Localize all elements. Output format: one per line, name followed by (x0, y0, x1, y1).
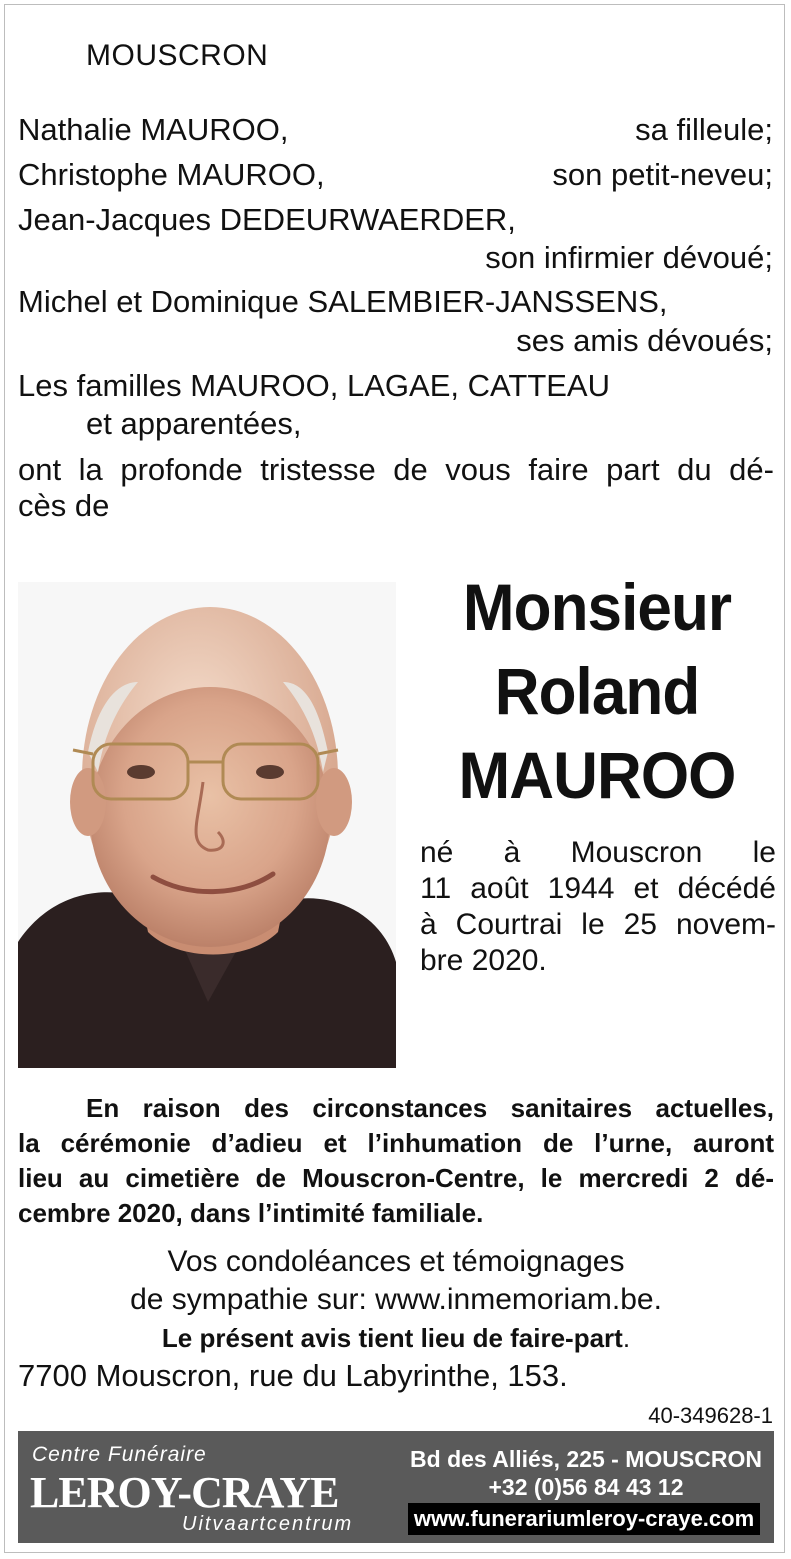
notice-line: la cérémonie d’adieu et l’inhumation de l’urne, auront (18, 1128, 774, 1158)
bio-line: à Courtrai le 25 novem- (420, 908, 776, 941)
deceased-title: Monsieur (462, 570, 732, 644)
funeral-home-website[interactable]: www.funerariumleroy-craye.com (408, 1503, 760, 1535)
families-line: Les familles MAUROO, LAGAE, CATTEAU (18, 368, 610, 403)
mourner-relation: sa filleule; (635, 112, 773, 147)
mourner-name: Jean-Jacques DEDEURWAERDER, (18, 202, 516, 237)
mourner-name: Nathalie MAUROO, (18, 112, 289, 147)
condolences-line: de sympathie sur: www.inmemoriam.be. (130, 1283, 662, 1316)
mourner-relation: ses amis dévoués; (516, 323, 773, 358)
deceased-first-name: Roland (494, 654, 700, 728)
header-town: MOUSCRON (86, 39, 269, 72)
mourner-name: Michel et Dominique SALEMBIER-JANSSENS, (18, 284, 668, 319)
funeral-home-contact (408, 1445, 764, 1501)
ceremony-notice (18, 1091, 774, 1231)
funeral-home-banner (18, 1431, 774, 1543)
bio-line: bre 2020. (420, 944, 547, 977)
notice-line: cembre 2020, dans l’intimité familiale. (18, 1198, 484, 1228)
funeral-home-brand: LEROY-CRAYE (30, 1468, 339, 1517)
funeral-home-tagline: Centre Funéraire (32, 1443, 207, 1466)
faire-part-text: Le présent avis tient lieu de faire-part (161, 1323, 623, 1353)
announcement-line: ont la profonde tristesse de vous faire part du dé- (18, 452, 774, 487)
home-address: 7700 Mouscron, rue du Labyrinthe, 153. (18, 1358, 568, 1393)
mourner-relation: son infirmier dévoué; (485, 240, 773, 275)
deceased-last-name: MAUROO (458, 738, 736, 812)
condolences-line (18, 1320, 774, 1356)
funeral-home-address: Bd des Alliés, 225 - MOUSCRON (410, 1446, 762, 1472)
families-line: et apparentées, (86, 406, 302, 441)
deceased-bio (420, 835, 776, 979)
funeral-home-phone: +32 (0)56 84 43 12 (488, 1474, 684, 1500)
reference-number: 40-349628-1 (648, 1403, 773, 1428)
mourner-name: Christophe MAUROO, (18, 157, 325, 192)
bio-line: 11 août 1944 et décédé (420, 872, 776, 905)
notice-line: En raison des circonstances sanitaires actuelles, (86, 1093, 774, 1123)
condolences-line: Vos condoléances et témoignages (167, 1245, 625, 1278)
notice-line: lieu au cimetière de Mouscron-Centre, le mercredi 2 dé- (18, 1163, 774, 1193)
funeral-home-subtitle: Uitvaartcentrum (182, 1513, 354, 1535)
portrait-photo (18, 582, 396, 1068)
faire-part-tail: . (622, 1323, 631, 1353)
mourner-relation: son petit-neveu; (552, 157, 773, 192)
announcement-line: cès de (18, 488, 110, 523)
bio-line: né à Mouscron le (420, 836, 776, 869)
